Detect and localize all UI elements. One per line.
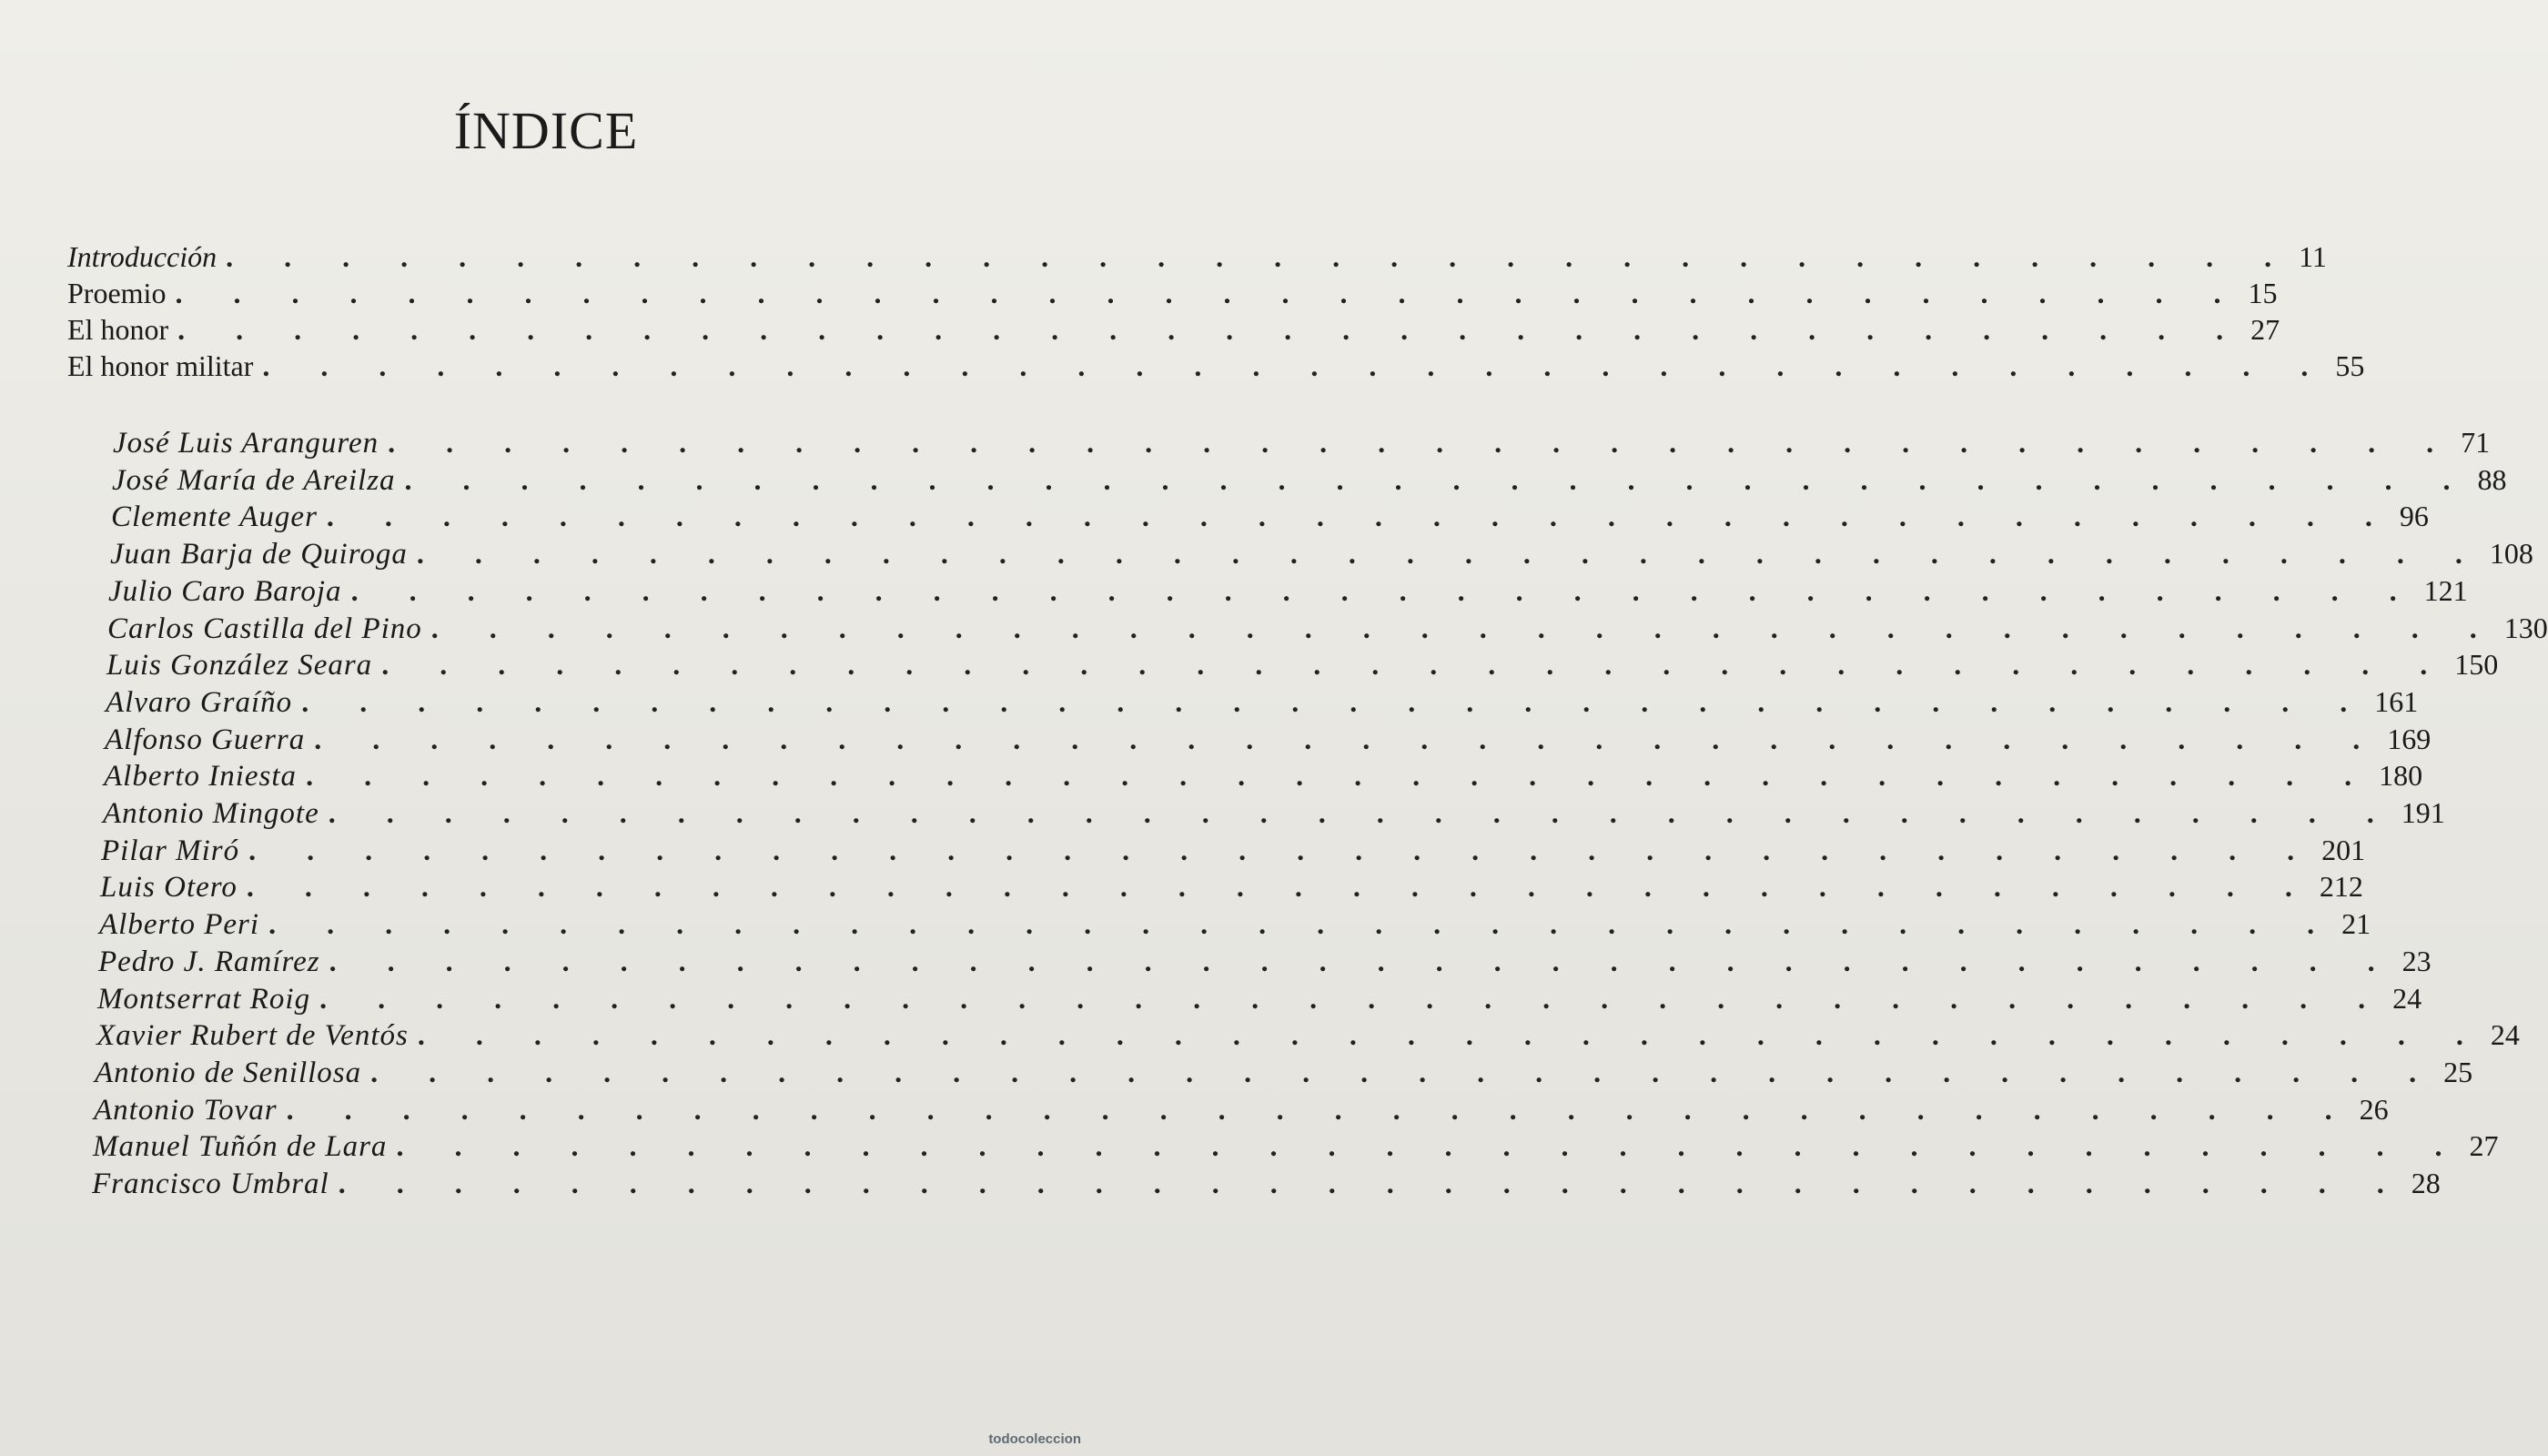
toc-author-name: Luis González Seara [106, 649, 373, 682]
toc-author-name: Clemente Auger [111, 500, 318, 533]
dot-leader: . . . . . . . . . . . . . . . . . . . . . . . . . . . . . . . . . . . . [248, 834, 2317, 866]
toc-entry-title: El honor militar [67, 349, 254, 382]
toc-entry-page: 25 [2443, 1056, 2473, 1088]
toc-entry-page: 23 [2401, 945, 2432, 977]
toc-author-name: Francisco Umbral [92, 1168, 329, 1200]
toc-entry-page: 26 [2359, 1093, 2389, 1126]
toc-author-name: José Luis Aranguren [113, 427, 379, 460]
toc-entry-page: 24 [2490, 1018, 2520, 1051]
dot-leader: . . . . . . . . . . . . . . . . . . . . . . . . . . . . . . . . . . . . [328, 796, 2396, 829]
dot-leader: . . . . . . . . . . . . . . . . . . . . . . . . . . . . . . . . . . . . [326, 500, 2394, 532]
toc-entry-page: 15 [2248, 277, 2278, 309]
toc-author-name: José María de Areilza [112, 464, 396, 497]
toc-author-name: Alvaro Graíño [106, 686, 293, 719]
watermark-logo: todocoleccion [988, 1431, 1081, 1447]
dot-leader: . . . . . . . . . . . . . . . . . . . . . . . . . . . . . . . . . . . . [268, 907, 2337, 940]
dot-leader: . . . . . . . . . . . . . . . . . . . . . . . . . . . . . . . . . . . . [177, 313, 2246, 346]
toc-author-name: Juan Barja de Quiroga [110, 538, 408, 571]
toc-entry [67, 348, 2365, 384]
toc-author-entry [103, 794, 2445, 831]
toc-author-name: Julio Caro Baroja [108, 575, 342, 608]
dot-leader: . . . . . . . . . . . . . . . . . . . . . . . . . . . . . . . . . . . . [319, 982, 2388, 1015]
toc-author-entry [113, 424, 2491, 460]
toc-author-entry [97, 980, 2422, 1016]
toc-entry-page: 191 [2401, 796, 2445, 829]
dot-leader: . . . . . . . . . . . . . . . . . . . . . . . . . . . . . . . . . . . . [338, 1167, 2406, 1199]
toc-author-entry [110, 535, 2533, 571]
toc-author-name: Luis Otero [100, 871, 238, 904]
toc-entry-page: 212 [2319, 870, 2363, 903]
toc-author-name: Xavier Rubert de Ventós [96, 1019, 409, 1052]
toc-author-name: Carlos Castilla del Pino [107, 612, 422, 645]
toc-entry-title: El honor [67, 313, 169, 346]
toc-author-entry [104, 757, 2423, 794]
toc-author-entry [99, 905, 2371, 942]
toc-author-entry [100, 868, 2363, 905]
dot-leader: . . . . . . . . . . . . . . . . . . . . . . . . . . . . . . . . . . . . [175, 277, 2243, 309]
toc-entry-page: 108 [2489, 537, 2533, 570]
dot-leader: . . . . . . . . . . . . . . . . . . . . . . . . . . . . . . . . . . . . [329, 945, 2397, 977]
toc-entry-page: 71 [2461, 426, 2491, 459]
toc-entry-title: Introducción [67, 240, 217, 273]
dot-leader: . . . . . . . . . . . . . . . . . . . . . . . . . . . . . . . . . . . . [301, 685, 2370, 718]
toc-author-entry [111, 498, 2429, 534]
toc-entry-page: 121 [2423, 574, 2468, 607]
toc-author-entry [105, 721, 2432, 757]
toc-author-entry [112, 461, 2507, 498]
toc-author-name: Antonio de Senillosa [95, 1057, 362, 1089]
dot-leader: . . . . . . . . . . . . . . . . . . . . . . . . . . . . . . . . . . . . [246, 870, 2314, 903]
toc-entry-page: 11 [2299, 240, 2327, 273]
toc-entry-page: 150 [2454, 648, 2499, 681]
dot-leader: . . . . . . . . . . . . . . . . . . . . . . . . . . . . . . . . . . . . [262, 349, 2331, 382]
toc-author-name: Pedro J. Ramírez [98, 945, 320, 978]
dot-leader: . . . . . . . . . . . . . . . . . . . . . . . . . . . . . . . . . . . . [417, 1018, 2485, 1051]
dot-leader: . . . . . . . . . . . . . . . . . . . . . . . . . . . . . . . . . . . . [370, 1056, 2439, 1088]
toc-entry-page: 96 [2399, 500, 2429, 532]
toc-entry-page: 28 [2411, 1167, 2441, 1199]
toc-author-name: Antonio Mingote [103, 797, 319, 830]
toc-entry-title: Proemio [67, 277, 167, 309]
toc-author-entry [106, 683, 2419, 720]
toc-entry-page: 55 [2335, 349, 2365, 382]
toc-entry [67, 275, 2278, 311]
dot-leader: . . . . . . . . . . . . . . . . . . . . . . . . . . . . . . . . . . . . [416, 537, 2484, 570]
dot-leader: . . . . . . . . . . . . . . . . . . . . . . . . . . . . . . . . . . . . [430, 612, 2499, 644]
toc-author-entry [108, 572, 2468, 609]
toc-entry [67, 238, 2327, 275]
toc-author-name: Antonio Tovar [94, 1094, 278, 1127]
toc-entry-page: 27 [2250, 313, 2280, 346]
toc-entry-page: 161 [2374, 685, 2419, 718]
toc-entry [67, 311, 2280, 348]
toc-entry-page: 21 [2341, 907, 2371, 940]
toc-author-entry [93, 1127, 2499, 1164]
page-title: ÍNDICE [453, 101, 639, 160]
toc-author-name: Montserrat Roig [97, 983, 311, 1016]
toc-author-name: Alfonso Guerra [105, 723, 306, 756]
dot-leader: . . . . . . . . . . . . . . . . . . . . . . . . . . . . . . . . . . . . [350, 574, 2419, 607]
toc-author-entry [106, 646, 2499, 682]
toc-entry-page: 88 [2477, 463, 2507, 496]
toc-entry-page: 201 [2321, 834, 2366, 866]
dot-leader: . . . . . . . . . . . . . . . . . . . . . . . . . . . . . . . . . . . . [404, 463, 2472, 496]
toc-author-name: Manuel Tuñón de Lara [93, 1130, 388, 1163]
dot-leader: . . . . . . . . . . . . . . . . . . . . . . . . . . . . . . . . . . . . [306, 759, 2374, 792]
dot-leader: . . . . . . . . . . . . . . . . . . . . . . . . . . . . . . . . . . . . [381, 648, 2450, 681]
toc-author-entry [92, 1165, 2441, 1201]
toc-entry-page: 169 [2387, 723, 2432, 755]
toc-author-name: Alberto Peri [99, 908, 260, 941]
toc-author-name: Pilar Miró [101, 834, 240, 867]
toc-entry-page: 130 [2503, 612, 2548, 644]
toc-author-name: Alberto Iniesta [104, 760, 298, 793]
toc-author-entry [94, 1091, 2389, 1127]
toc-author-entry [107, 610, 2548, 646]
toc-entry-page: 24 [2392, 982, 2422, 1015]
dot-leader: . . . . . . . . . . . . . . . . . . . . . . . . . . . . . . . . . . . . [226, 240, 2294, 273]
dot-leader: . . . . . . . . . . . . . . . . . . . . . . . . . . . . . . . . . . . . [388, 426, 2456, 459]
toc-author-entry [96, 1016, 2520, 1053]
toc-entry-page: 180 [2379, 759, 2423, 792]
dot-leader: . . . . . . . . . . . . . . . . . . . . . . . . . . . . . . . . . . . . [396, 1129, 2464, 1162]
dot-leader: . . . . . . . . . . . . . . . . . . . . . . . . . . . . . . . . . . . . [286, 1093, 2354, 1126]
dot-leader: . . . . . . . . . . . . . . . . . . . . . . . . . . . . . . . . . . . . [314, 723, 2382, 755]
toc-entry-page: 27 [2469, 1129, 2499, 1162]
toc-author-entry [98, 943, 2432, 979]
toc-author-entry [95, 1054, 2473, 1090]
toc-author-entry [101, 832, 2366, 868]
